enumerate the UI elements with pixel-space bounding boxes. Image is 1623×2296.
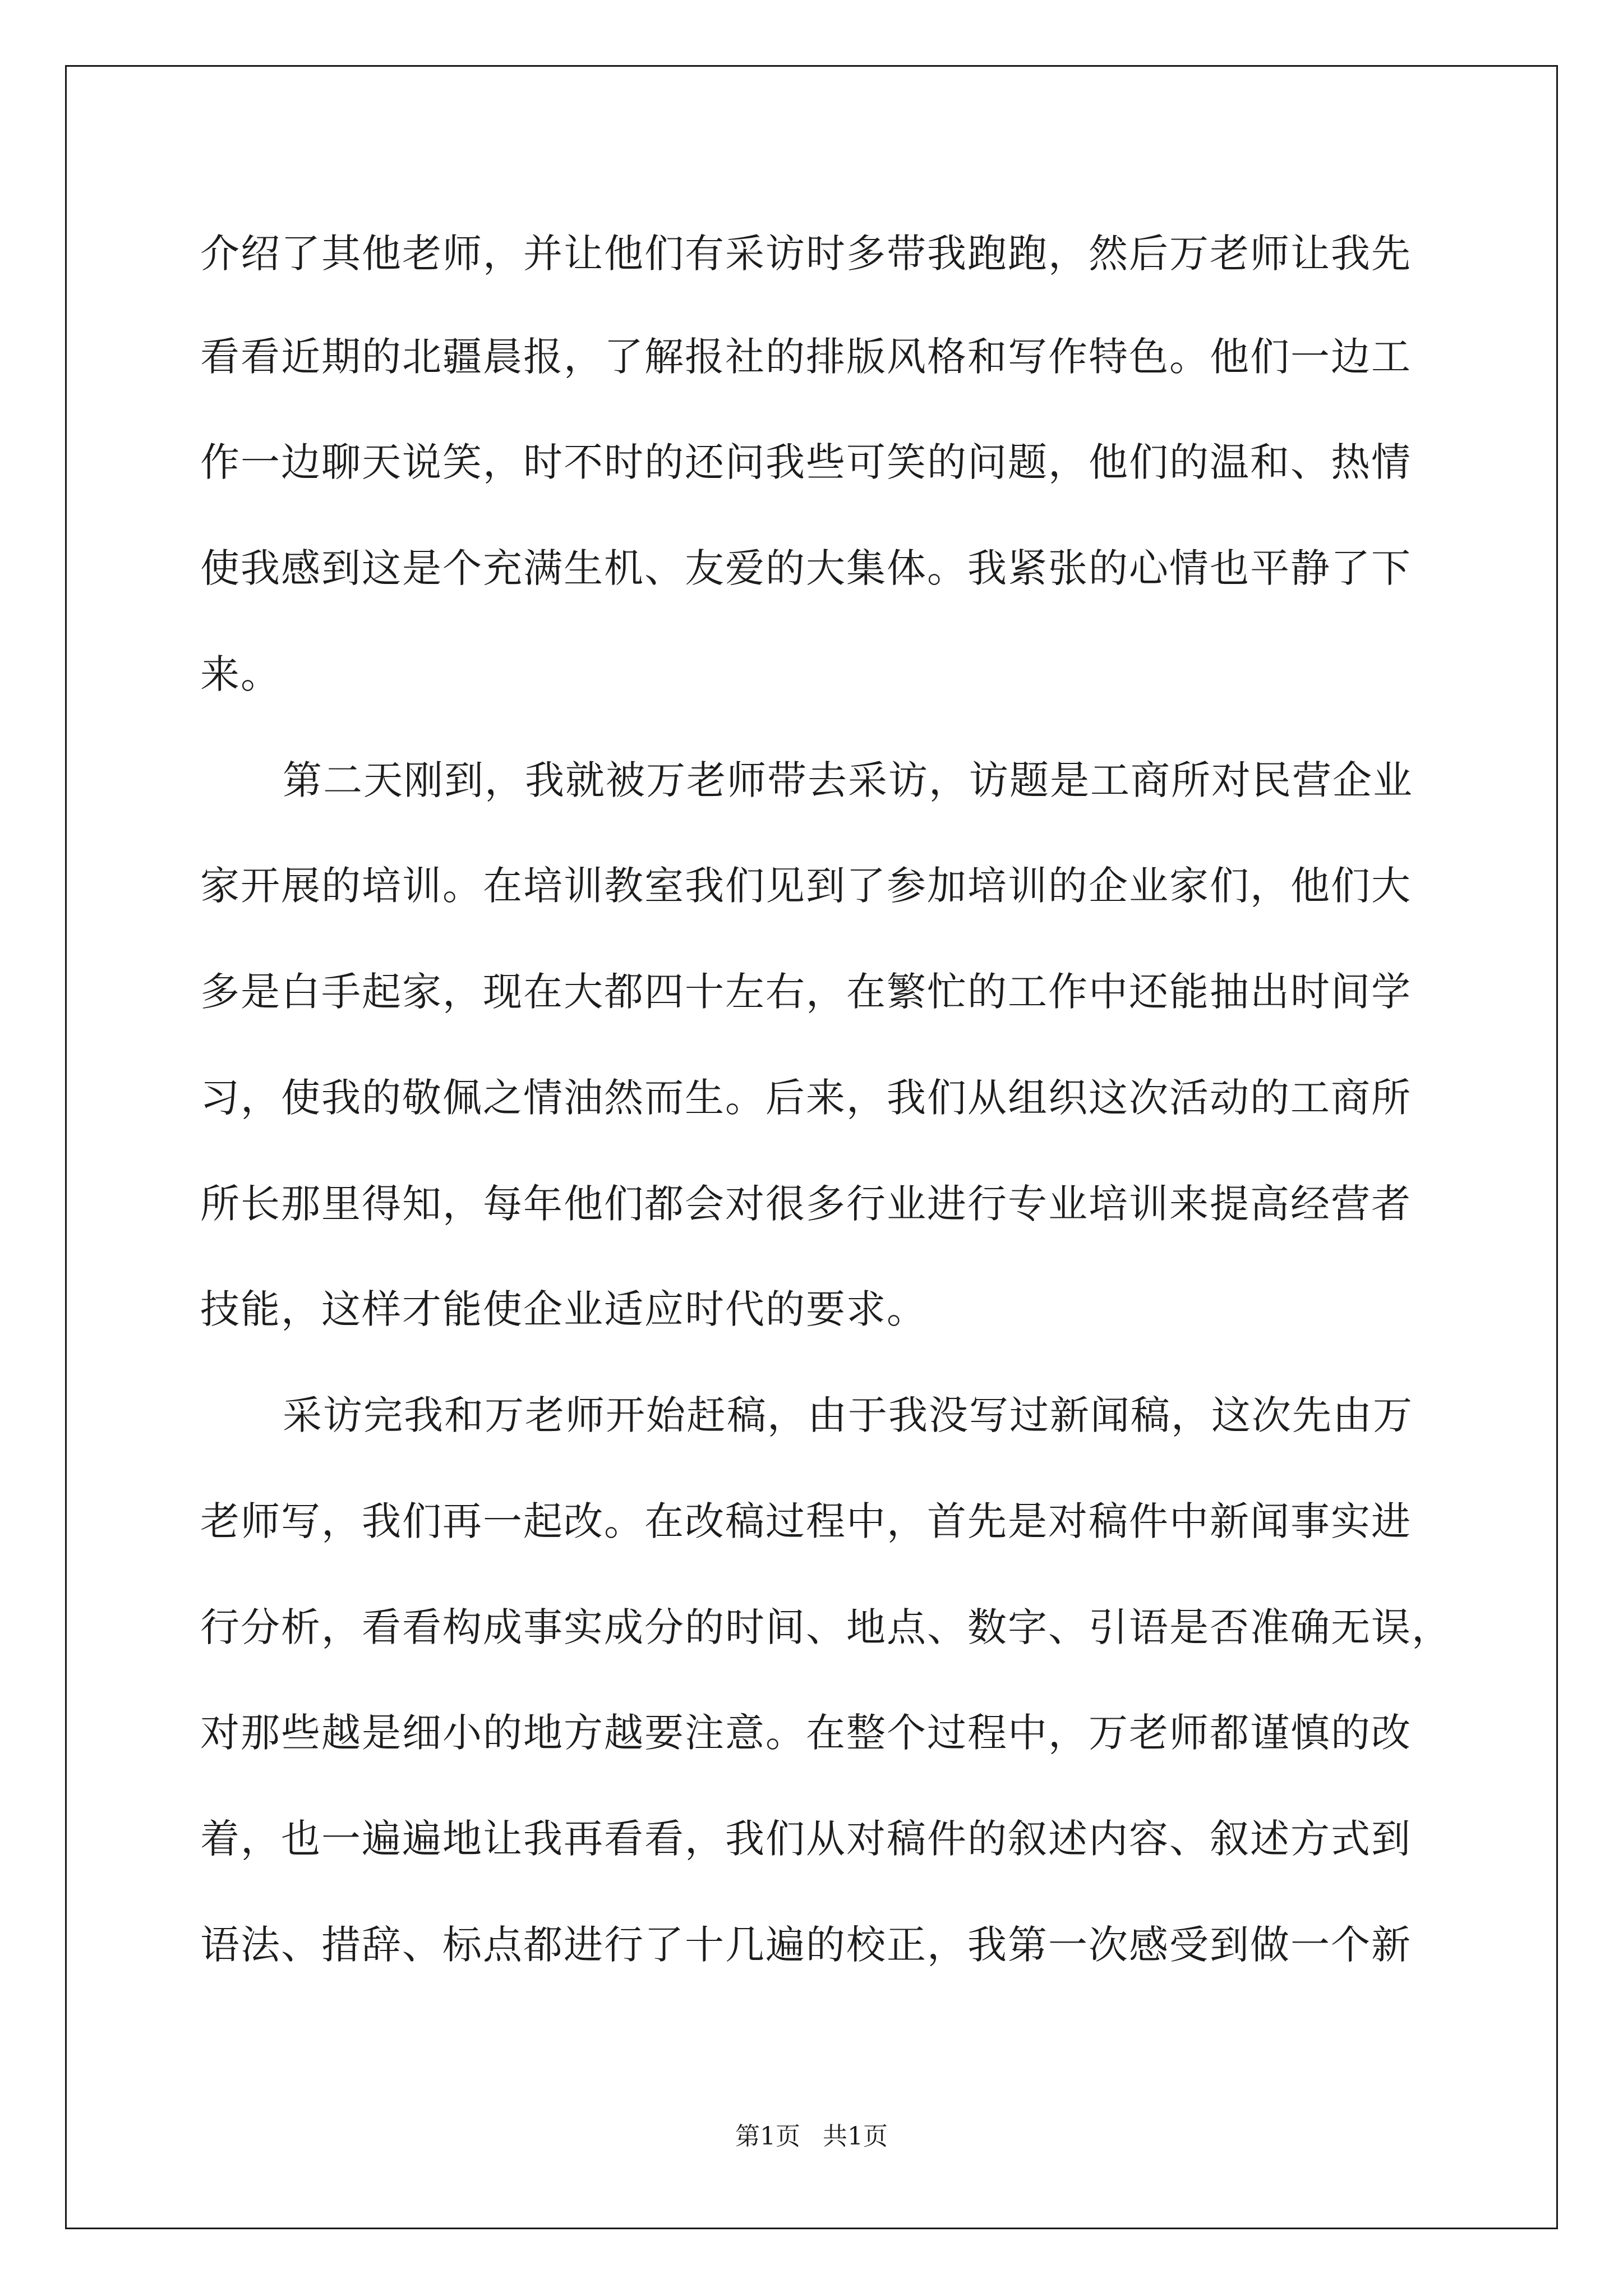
text-line: 所长那里得知，每年他们都会对很多行业进行专业培训来提高经营者 bbox=[200, 1181, 1412, 1227]
text-line: 对那些越是细小的地方越要注意。在整个过程中，万老师都谨慎的改 bbox=[200, 1710, 1412, 1756]
text-line: 看看近期的北疆晨报，了解报社的排版风格和写作特色。他们一边工 bbox=[200, 334, 1412, 380]
text-line: 介绍了其他老师，并让他们有采访时多带我跑跑，然后万老师让我先 bbox=[200, 231, 1412, 277]
text-line: 老师写，我们再一起改。在改稿过程中，首先是对稿件中新闻事实进 bbox=[200, 1498, 1412, 1544]
text-line: 使我感到这是个充满生机、友爱的大集体。我紧张的心情也平静了下 bbox=[200, 545, 1412, 591]
text-line: 习，使我的敬佩之情油然而生。后来，我们从组织这次活动的工商所 bbox=[200, 1075, 1412, 1121]
page-footer bbox=[0, 2120, 1623, 2154]
text-line: 来。 bbox=[200, 651, 281, 697]
text-line: 作一边聊天说笑，时不时的还问我些可笑的问题，他们的温和、热情 bbox=[200, 439, 1412, 485]
text-line: 语法、措辞、标点都进行了十几遍的校正，我第一次感受到做一个新 bbox=[200, 1922, 1412, 1968]
text-line: 行分析，看看构成事实成分的时间、地点、数字、引语是否准确无误， bbox=[200, 1604, 1452, 1650]
page-total: 共1页 bbox=[823, 2122, 888, 2151]
text-line: 多是白手起家，现在大都四十左右，在繁忙的工作中还能抽出时间学 bbox=[200, 969, 1412, 1015]
text-line: 家开展的培训。在培训教室我们见到了参加培训的企业家们，他们大 bbox=[200, 863, 1412, 909]
paragraph-first-line: 第二天刚到，我就被万老师带去采访，访题是工商所对民营企业 bbox=[283, 757, 1413, 803]
paragraph-first-line: 采访完我和万老师开始赶稿，由于我没写过新闻稿，这次先由万 bbox=[283, 1392, 1413, 1438]
text-line: 着，也一遍遍地让我再看看，我们从对稿件的叙述内容、叙述方式到 bbox=[200, 1816, 1412, 1862]
page-number: 第1页 bbox=[735, 2122, 800, 2151]
text-line: 技能，这样才能使企业适应时代的要求。 bbox=[200, 1286, 927, 1332]
